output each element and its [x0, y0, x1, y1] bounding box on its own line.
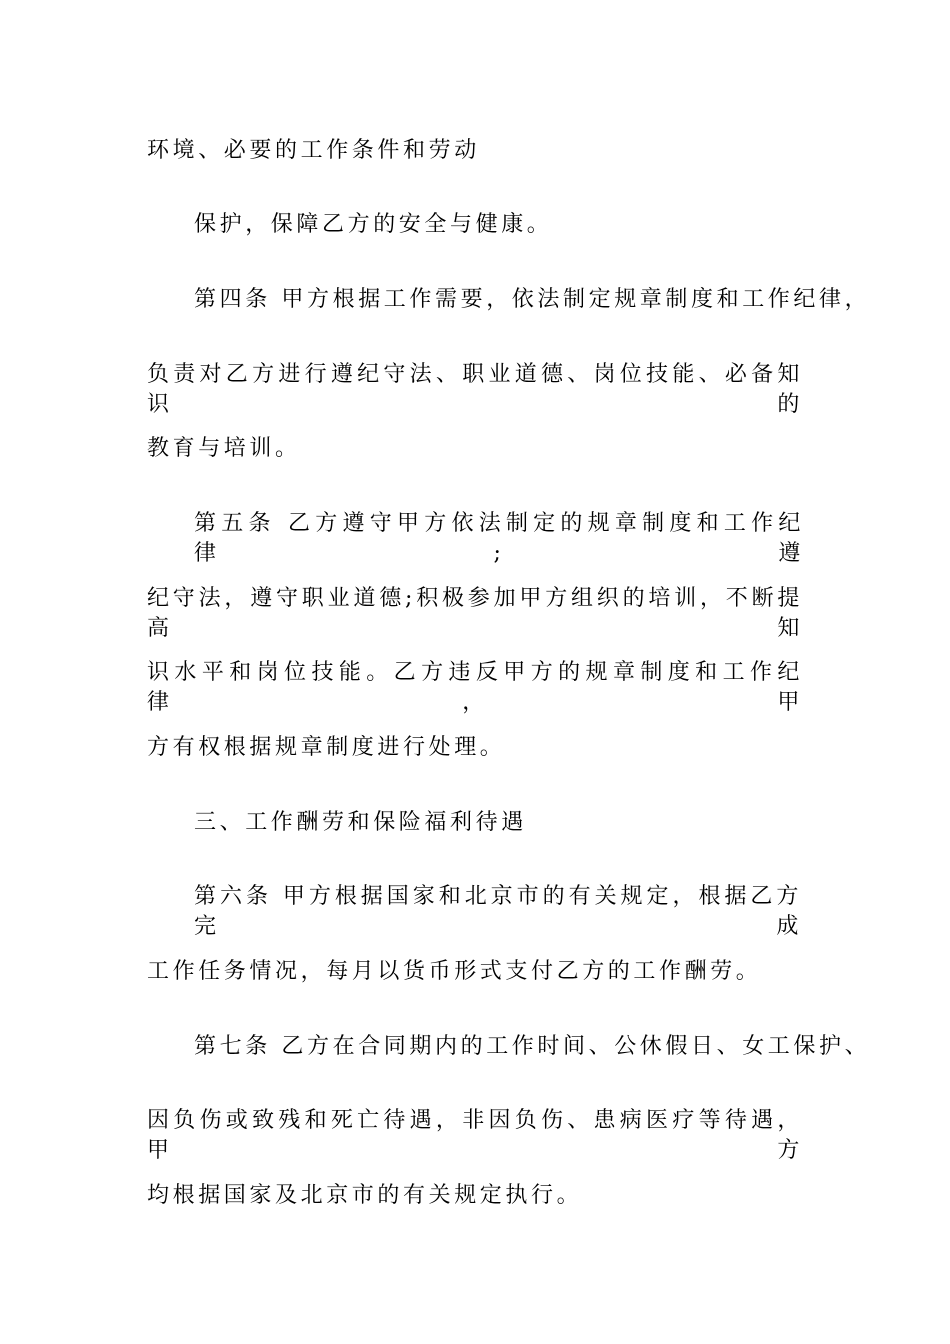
article-6-line-1: 第六条 甲方根据国家和北京市的有关规定，根据乙方完成 [194, 884, 802, 939]
article-7-line-3: 均根据国家及北京市的有关规定执行。 [147, 1183, 583, 1208]
article-4-line-1: 第四条 甲方根据工作需要，依法制定规章制度和工作纪律， [194, 287, 871, 312]
text-line-2: 保护，保障乙方的安全与健康。 [194, 212, 553, 237]
article-5-line-4: 方有权根据规章制度进行处理。 [147, 735, 506, 760]
article-5-line-2: 纪守法，遵守职业道德;积极参加甲方组织的培训，不断提高知 [147, 586, 803, 641]
section-heading: 三、工作酬劳和保险福利待遇 [194, 810, 527, 835]
article-7-line-1: 第七条 乙方在合同期内的工作时间、公休假日、女工保护、 [194, 1034, 871, 1059]
article-7-line-2: 因负伤或致残和死亡待遇，非因负伤、患病医疗等待遇，甲方 [147, 1108, 803, 1163]
article-4-line-3: 教育与培训。 [147, 436, 301, 461]
article-5-line-3: 识水平和岗位技能。乙方违反甲方的规章制度和工作纪律，甲 [147, 660, 803, 715]
text-line-1: 环境、必要的工作条件和劳动 [147, 138, 480, 163]
article-4-line-2: 负责对乙方进行遵纪守法、职业道德、岗位技能、必备知识的 [147, 362, 803, 417]
article-6-line-2: 工作任务情况，每月以货币形式支付乙方的工作酬劳。 [147, 959, 762, 984]
article-5-line-1: 第五条 乙方遵守甲方依法制定的规章制度和工作纪律;遵 [194, 511, 804, 566]
